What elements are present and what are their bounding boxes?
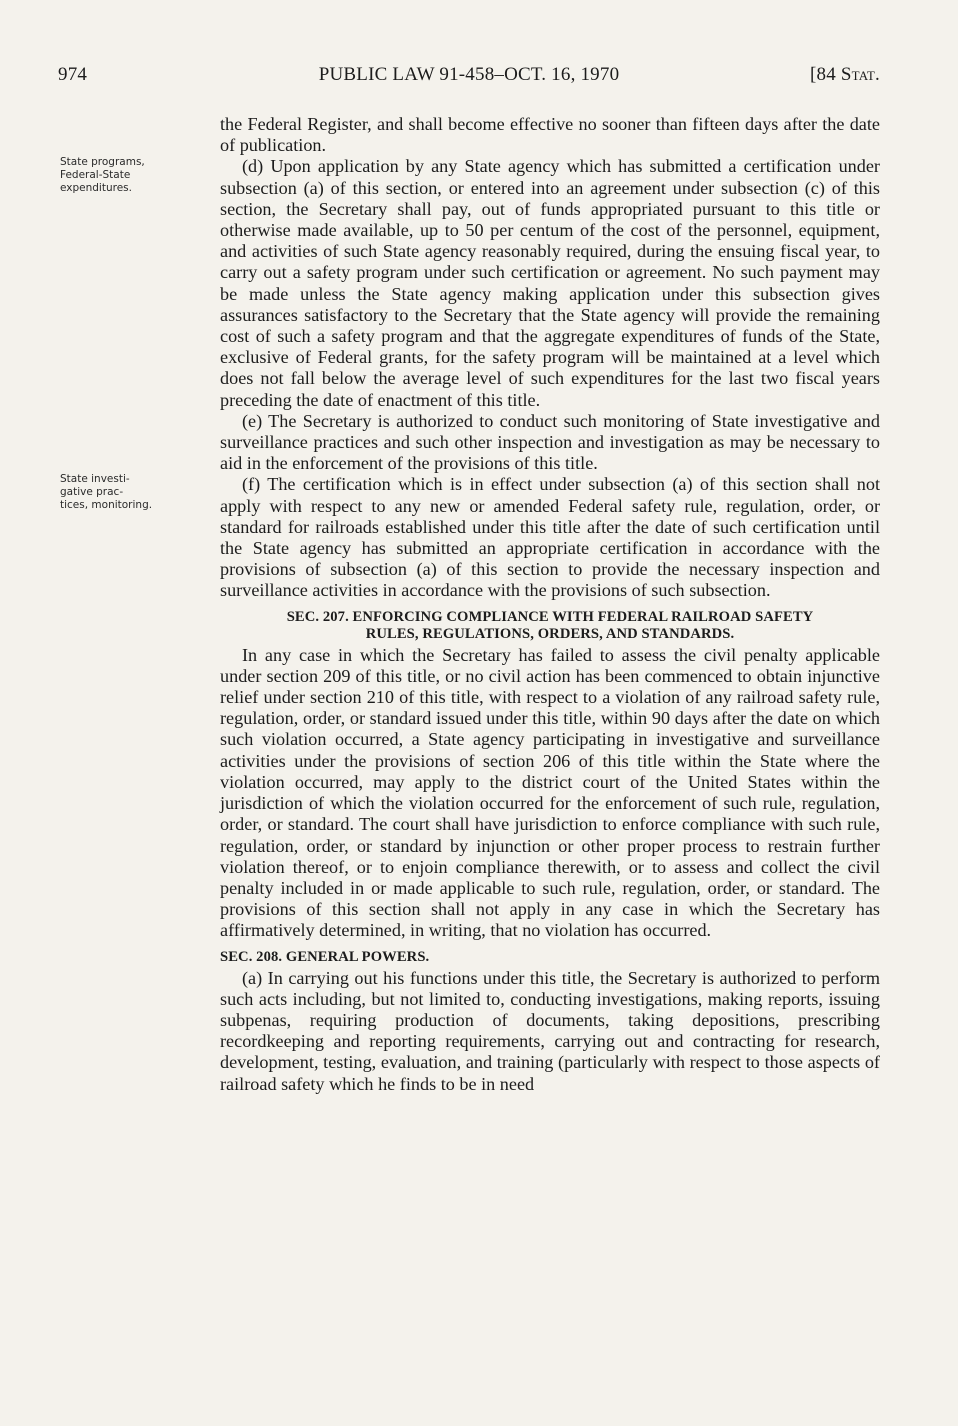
margin-note-line: tices, monitoring. (60, 499, 153, 511)
page-number: 974 (58, 64, 88, 85)
margin-note-line: State investi- (60, 473, 130, 485)
volume-prefix: [84 (810, 64, 841, 85)
margin-note-line: gative prac- (60, 486, 124, 498)
margin-note-line: State programs, (60, 156, 145, 168)
running-title: PUBLIC LAW 91-458–OCT. 16, 1970 (318, 64, 620, 85)
section-208-heading: SEC. 208. GENERAL POWERS. (220, 948, 430, 965)
volume-suffix: Stat. (840, 64, 880, 85)
volume-reference (810, 64, 880, 86)
page-header (58, 64, 880, 90)
margin-note-state-programs (60, 156, 210, 195)
paragraph-e: (e) The Secretary is authorized to conduct such monitoring of State investigative and surveillance practices and such other inspection and investigation as may be necessary to aid in the enforcement of the provisions of this title. (220, 410, 880, 474)
paragraph-d: (d) Upon application by any State agency which has submitted a certification under subsection (a) of this section, or entered into an agreement under subsection (c) of this section, the Secretary shall pay, out of funds appropriated pursuant to this title or otherwise made available, up to 50 per centum of the cost of the personnel, equipment, and activities of such State agency reasonably required, during the ensuing fiscal year, to carry out a safety program under such certification or agreement. No such payment may be made unless the State agency making application under this subsection gives assurances satisfactory to the Secretary that the State agency will provide the remaining cost of such a safety program and that the aggregate expenditures of funds of the State, exclusive of Federal grants, for the safety program will be maintained at a level which does not fall below the average level of such expenditures for the last two fiscal years preceding the date of enactment of this title. (220, 156, 880, 410)
margin-note-line: expenditures. (60, 182, 132, 194)
paragraph-continuation: the Federal Register, and shall become effective no sooner than fifteen days after the date of publication. (220, 114, 880, 156)
section-207-heading-line: SEC. 207. ENFORCING COMPLIANCE WITH FEDERAL RAILROAD SAFETY (286, 608, 814, 625)
section-207-heading (220, 609, 880, 643)
margin-note-state-investigative (60, 473, 210, 512)
paragraph-f: (f) The certification which is in effect under subsection (a) of this section shall not apply with respect to any new or amended Federal safety rule, regulation, order, or standard for railroads established under this title after the date of such certification until the State agency has submitted an appropriate certification in accordance with the provisions of subsection (a) of this section to provide the necessary inspection and surveillance activities in accordance with the provisions of such subsection. (220, 474, 880, 601)
section-208-paragraph-a: (a) In carrying out his functions under this title, the Secretary is authorized to perform such acts including, but not limited to, conducting investigations, making reports, issuing subpenas, requiring production of documents, taking depositions, prescribing recordkeeping and reporting requirements, carrying out and contracting for research, development, testing, evaluation, and training (particularly with respect to those aspects of railroad safety which he finds to be in need (220, 967, 880, 1094)
section-207-text: In any case in which the Secretary has failed to assess the civil penalty applicable under section 209 of this title, or no civil action has been commenced to obtain injunctive relief under section 210 of this title, with respect to a violation of any railroad safety rule, regulation, order, or standard issued under this title, within 90 days after the date on which such violation occurred, a State agency participating in investigative and surveillance activities under the provisions of section 206 of this title within the State where the violation occurred, may apply to the district court of the United States within the jurisdiction of which the violation occurred for the enforcement of such rule, regulation, order, or standard. The court shall have jurisdiction to enforce compliance with such rule, regulation, order, or standard by injunction or other proper process to restrain further violation thereof, or to enjoin compliance therewith, or to assess and collect the civil penalty included in or made applicable to such rule, regulation, order, or standard. The provisions of this section shall not apply in any case in which the Secretary has affirmatively determined, in writing, that no violation has occurred. (220, 644, 880, 941)
margin-note-line: Federal-State (60, 169, 131, 181)
section-207-heading-line: RULES, REGULATIONS, ORDERS, AND STANDARDS. (365, 625, 735, 642)
page-body (220, 114, 880, 1095)
